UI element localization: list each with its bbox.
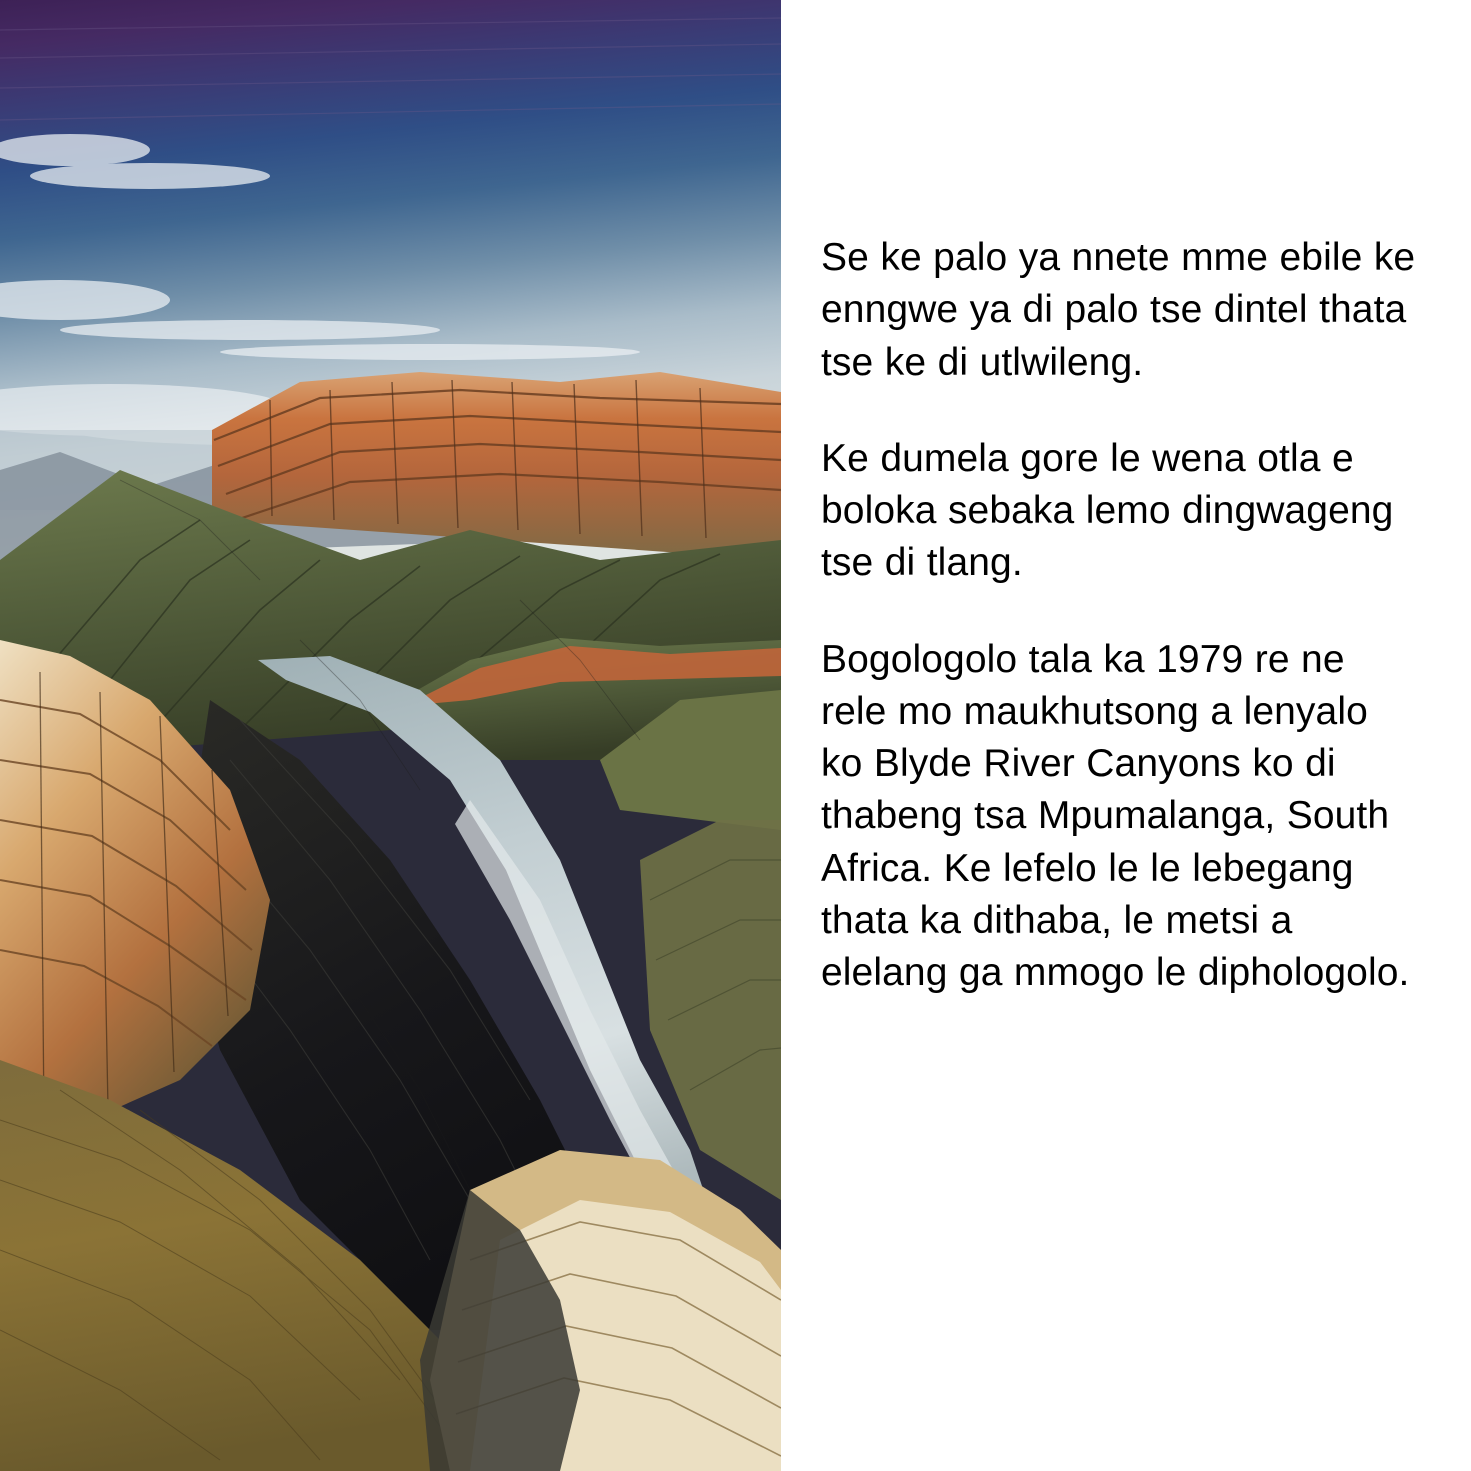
- text-column: [781, 0, 1471, 1471]
- paragraph-3: Bogologolo tala ka 1979 re ne rele mo maukhutsong a lenyalo ko Blyde River Canyons ko di thabeng tsa Mpumalanga, South Africa. Ke lefelo le le lebegang thata ka dithaba, le metsi a elelang ga mmogo le diphologolo.: [821, 637, 1410, 994]
- paragraph-1: Se ke palo ya nnete mme ebile ke enngwe ya di palo tse dintel thata tse ke di utlwileng.: [821, 236, 1416, 384]
- paragraph-2: Ke dumela gore le wena otla e boloka sebaka lemo dingwageng tse di tlang.: [821, 436, 1394, 585]
